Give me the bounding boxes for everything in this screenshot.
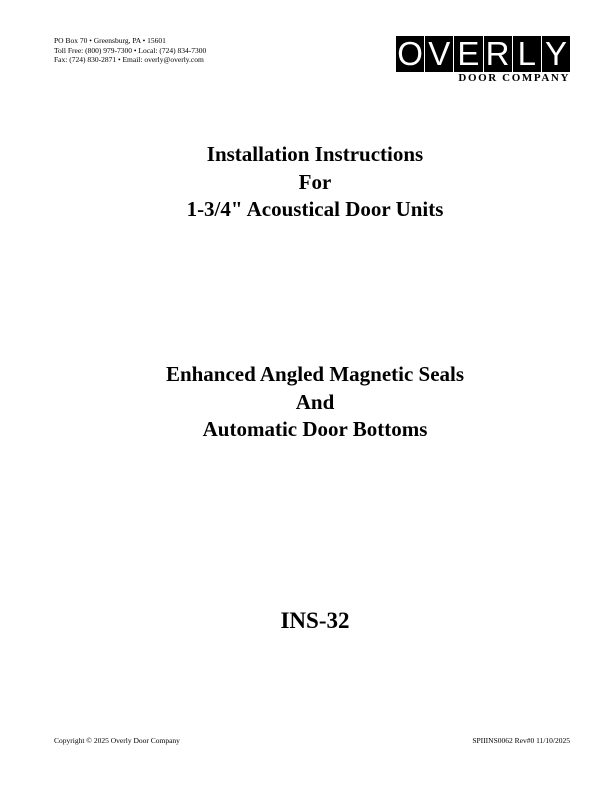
logo-letter: L	[513, 36, 541, 72]
contact-info	[54, 36, 206, 65]
logo-letter: E	[454, 36, 482, 72]
subtitle-line: Automatic Door Bottoms	[202, 417, 428, 441]
subtitle-line: Enhanced Angled Magnetic Seals	[165, 362, 465, 386]
logo-letter: V	[425, 36, 453, 72]
logo-subtitle: DOOR COMPANY	[458, 72, 570, 84]
logo-wordmark	[396, 36, 570, 72]
subtitle-line: And	[295, 389, 335, 414]
company-logo	[396, 36, 570, 86]
title-line: 1-3/4" Acoustical Door Units	[186, 197, 444, 221]
title-line: Installation Instructions	[206, 142, 424, 166]
document-number	[0, 607, 612, 635]
document-subtitle	[0, 361, 612, 444]
logo-letter: O	[397, 35, 423, 72]
logo-letter: Y	[542, 36, 570, 72]
contact-fax-email: Fax: (724) 830-2871 • Email: overly@overly.com	[54, 55, 204, 64]
document-number-text: INS-32	[280, 608, 350, 633]
logo-letter: R	[484, 36, 512, 72]
footer-revision: SPIIINS0062 Rev#0 11/10/2025	[472, 736, 570, 745]
document-title	[0, 141, 612, 224]
footer-copyright: Copyright © 2025 Overly Door Company	[54, 736, 180, 745]
title-line: For	[298, 169, 332, 194]
contact-address: PO Box 70 • Greensburg, PA • 15601	[54, 36, 166, 45]
contact-phone: Toll Free: (800) 979-7300 • Local: (724) 834-7300	[54, 45, 207, 55]
